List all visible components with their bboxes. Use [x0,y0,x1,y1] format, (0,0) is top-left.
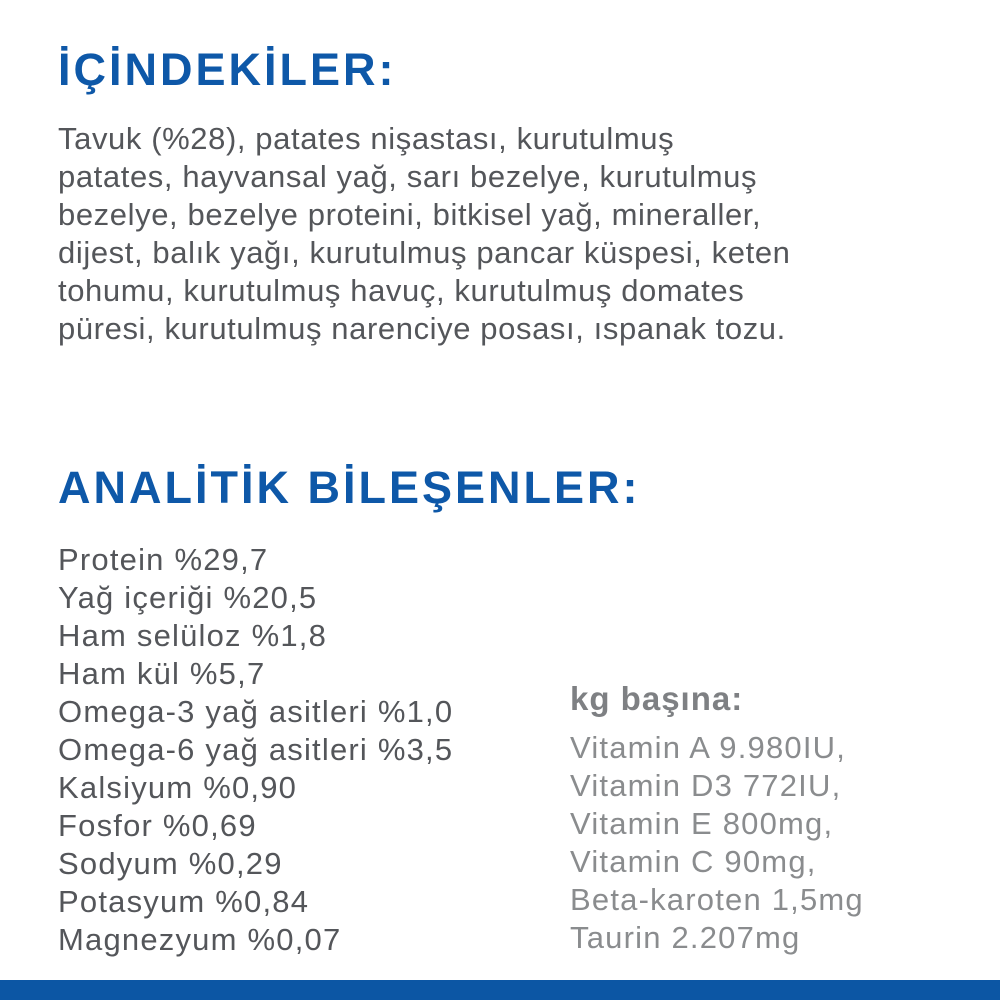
ingredients-text [58,120,791,348]
vitamin-row: Vitamin D3 772IU, [570,768,842,803]
component-name: Magnezyum [58,922,238,957]
component-row [58,541,453,579]
component-row [58,769,453,807]
component-row [58,807,453,845]
component-row [58,921,453,959]
component-name: Kalsiyum [58,770,194,805]
per-kg-heading: kg başına: [570,680,744,717]
component-row [58,655,453,693]
component-value: %0,69 [162,808,257,843]
component-value: %0,07 [247,922,342,957]
per-kg-list [570,729,864,957]
component-value: %1,8 [251,618,328,653]
component-name: Omega-3 yağ asitleri [58,694,369,729]
component-value: %20,5 [223,580,318,615]
component-name: Ham kül [58,656,181,691]
component-value: %0,84 [215,884,310,919]
component-row [58,883,453,921]
ingredients-line: tohumu, kurutulmuş havuç, kurutulmuş domates [58,273,745,308]
vitamin-row: Vitamin A 9.980IU, [570,730,847,765]
component-value: %1,0 [377,694,454,729]
component-row [58,693,453,731]
ingredients-heading: İÇİNDEKİLER: [58,44,397,95]
component-value: %29,7 [174,542,269,577]
component-value: %0,90 [203,770,298,805]
component-row [58,617,453,655]
analytical-components-list [58,541,453,959]
per-kg-section [570,680,864,957]
component-value: %3,5 [377,732,454,767]
component-name: Ham selüloz [58,618,242,653]
component-name: Omega-6 yağ asitleri [58,732,369,767]
ingredients-line: dijest, balık yağı, kurutulmuş pancar küspesi, keten [58,235,791,270]
component-value: %0,29 [188,846,283,881]
component-row [58,579,453,617]
vitamin-row: Beta-karoten 1,5mg [570,882,864,917]
ingredients-line: Tavuk (%28), patates nişastası, kurutulmuş [58,121,675,156]
component-name: Fosfor [58,808,154,843]
component-row [58,845,453,883]
vitamin-row: Vitamin E 800mg, [570,806,834,841]
component-name: Protein [58,542,165,577]
component-value: %5,7 [189,656,266,691]
component-name: Sodyum [58,846,179,881]
ingredients-line: patates, hayvansal yağ, sarı bezelye, kurutulmuş [58,159,758,194]
ingredients-line: püresi, kurutulmuş narenciye posası, ıspanak tozu. [58,311,786,346]
vitamin-row: Taurin 2.207mg [570,920,801,955]
analytical-components-heading: ANALİTİK BİLEŞENLER: [58,462,641,513]
component-name: Potasyum [58,884,206,919]
vitamin-row: Vitamin C 90mg, [570,844,817,879]
ingredients-line: bezelye, bezelye proteini, bitkisel yağ, mineraller, [58,197,762,232]
footer-bar [0,980,1000,1000]
component-row [58,731,453,769]
component-name: Yağ içeriği [58,580,214,615]
